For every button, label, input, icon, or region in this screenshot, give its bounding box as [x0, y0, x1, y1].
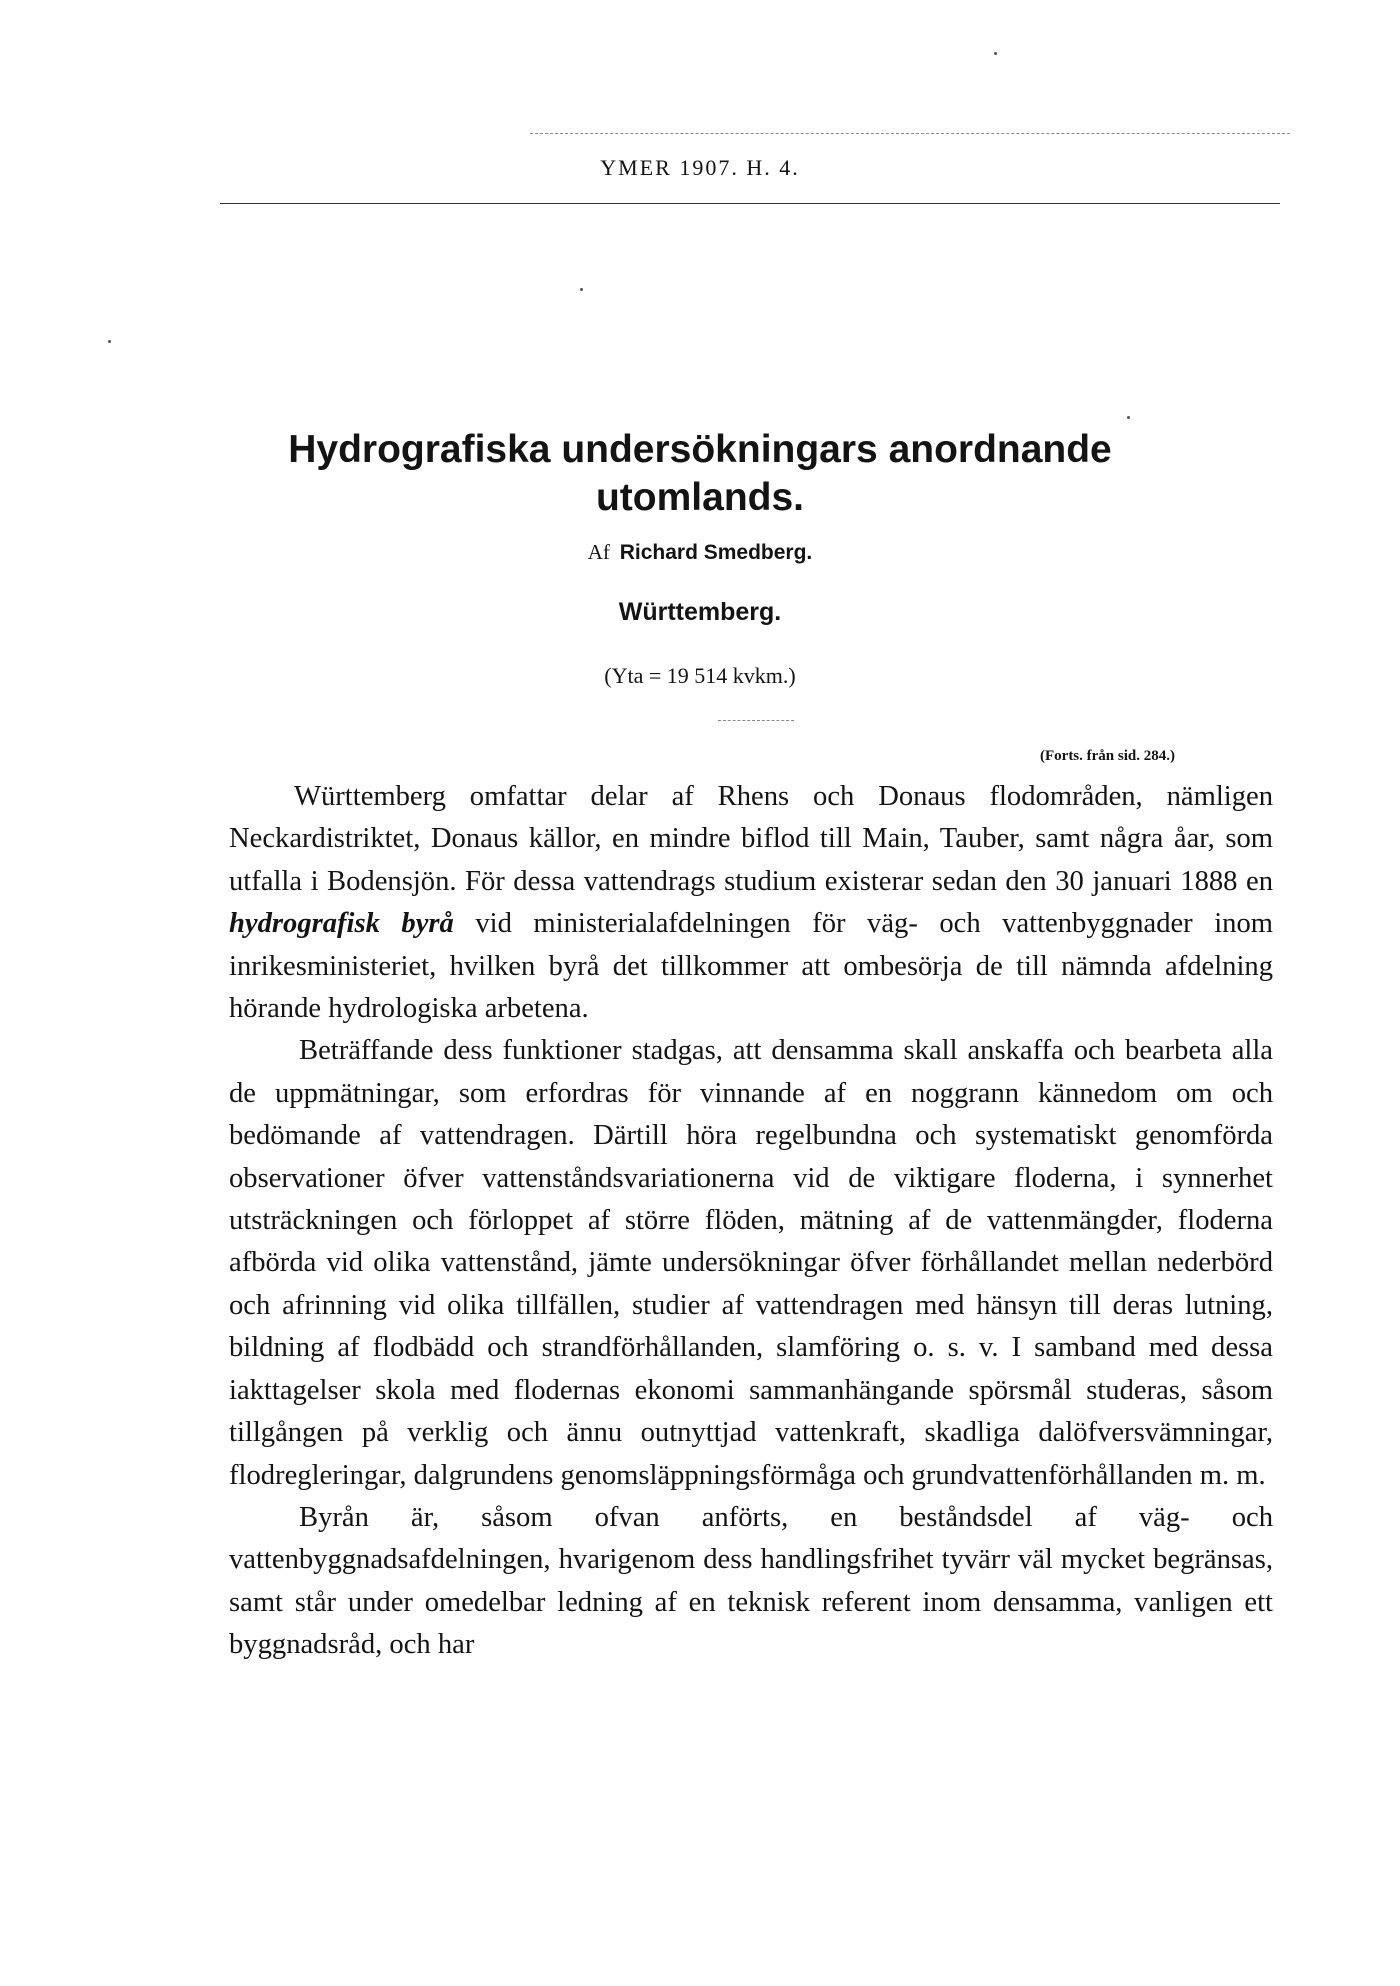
scan-speck — [108, 340, 111, 343]
section-heading: Württemberg. — [618, 598, 782, 626]
paragraph-1-text-b: vid ministerialafdelningen för väg- och vattenbyggnader inom inrikesministeriet, hvilken byrå det tillkommer att ombesörja de till nämnda afdelning hörande hydrologiska arbetena. — [229, 908, 1273, 1025]
continuation-note: (Forts. från sid. 284.) — [1040, 748, 1175, 764]
paragraph-1-text-a: Württemberg omfattar delar af Rhens och Donaus flodområden, nämligen Neckardistriktet, Donaus källor, en mindre biflod till Main, Tauber, samt några åar, som utfalla i Bodensjön. För dessa vattendrags studium existerar sedan den 30 januari 1888 en — [229, 781, 1273, 897]
scan-speck — [994, 52, 997, 55]
paragraph-2: Beträffande dess funktioner stadgas, att densamma skall anskaffa och bearbeta alla de uppmätningar, som erfordras för vinnande af en noggrann kännedom om och bedömande af vattendragen. Därtill höra regelbundna och systematiskt genomförda observationer öfver vattenståndsvariationerna vid de viktigare floderna, i synnerhet utsträckningen och förloppet af större flöden, mätning af de vattenmängder, floderna afbörda vid olika vattenstånd, jämte undersökningar öfver förhållandet mellan nederbörd och afrinning vid olika tillfällen, studier af vattendragen med hänsyn till deras lutning, bildning af flodbädd och strandförhållanden, slamföring o. s. v. I samband med dessa iakttagelser skola med flodernas ekonomi sammanhängande spörsmål studeras, såsom tillgången på verklig och ännu outnyttjad vattenkraft, skadliga dalöfversvämningar, flodregleringar, dalgrundens genomsläppningsförmåga och grundvattenförhållanden m. m. — [229, 1035, 1273, 1491]
author-prefix: Af — [587, 540, 610, 564]
running-header: YMER 1907. H. 4. — [600, 155, 800, 180]
area-note: (Yta = 19 514 kvkm.) — [604, 663, 796, 688]
scan-speck — [580, 288, 583, 291]
emphasis-term: hydrografisk byrå — [229, 908, 454, 940]
author-line — [0, 540, 1400, 565]
header-rule-top — [530, 133, 1290, 134]
author-name: Richard Smedberg. — [619, 541, 813, 564]
paragraph-3: Byrån är, såsom ofvan anförts, en beståndsdel af väg- och vattenbyggnadsafdelningen, hvarigenom dess handlingsfrihet tyvärr väl mycket begränsas, samt står under omedelbar ledning af en teknisk referent inom densamma, vanligen ett byggnadsråd, och har — [229, 1501, 1273, 1661]
section-divider — [718, 720, 794, 721]
header-rule-bottom — [220, 203, 1280, 204]
paragraph-1 — [229, 776, 1273, 1030]
article-body — [229, 776, 1273, 1667]
article-title: Hydrografiska undersökningars anordnande utomlands. — [288, 428, 1112, 519]
scan-speck — [1127, 416, 1130, 419]
